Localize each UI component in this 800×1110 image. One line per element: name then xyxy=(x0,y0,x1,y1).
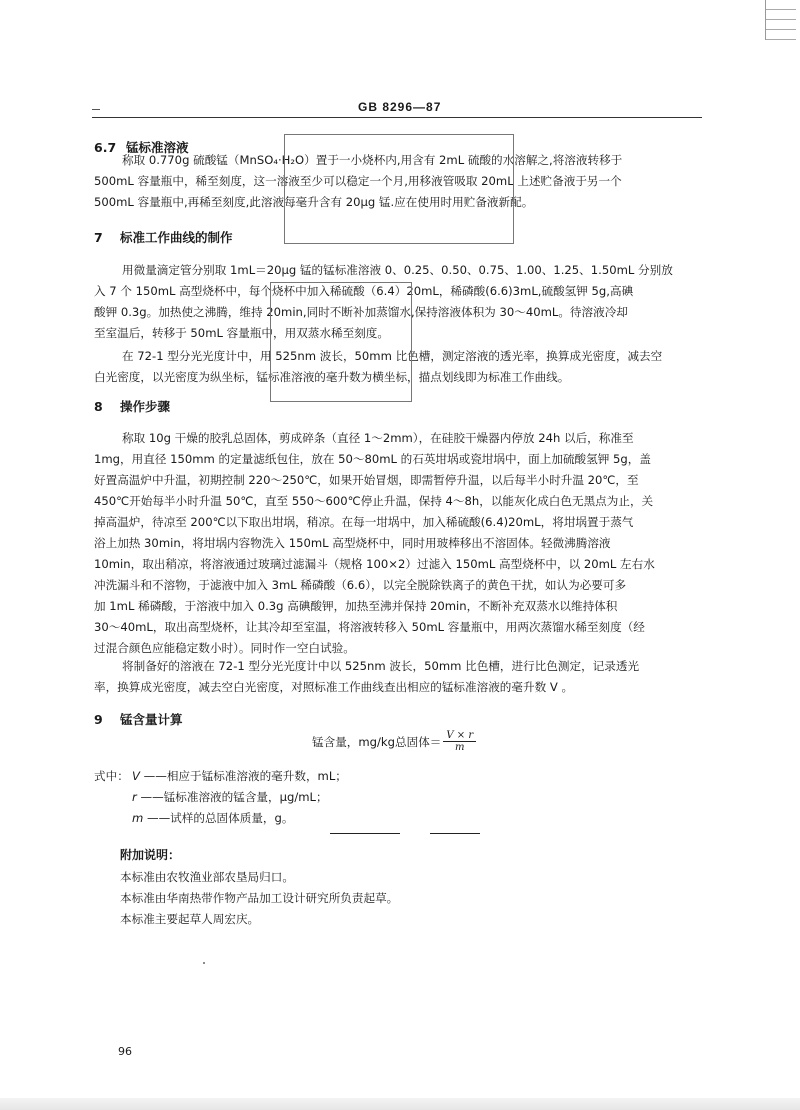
text-line: 将制备好的溶液在 72-1 型分光光度计中以 525nm 波长，50mm 比色槽，进行比色测定，记录透光 xyxy=(122,659,640,673)
section-8-para-1 xyxy=(94,428,706,659)
text-line: 过混合颜色应能稳定数小时）。同时作一空白试验。 xyxy=(94,641,355,655)
definition-text: ——锰标准溶液的锰含量，μg/mL； xyxy=(140,790,328,804)
text-line: 掉高温炉，待凉至 200℃以下取出坩埚，稍凉。在每一坩埚中，加入稀硫酸(6.4)20mL，将坩埚置于蒸气 xyxy=(94,515,634,529)
formula-lhs: 锰含量，mg/kg总固体＝ xyxy=(312,734,442,749)
text-line: 10min，取出稍凉，将溶液通过玻璃过滤漏斗（规格 100×2）过滤入 150mL 高型烧杯中，以 20mL 左右水 xyxy=(94,557,655,571)
section-8-para-2 xyxy=(94,656,706,698)
symbol: V xyxy=(132,769,140,783)
end-rule-right xyxy=(430,833,480,834)
section-9-heading xyxy=(94,710,183,728)
section-number: 6.7 xyxy=(94,140,117,155)
text-line: 500mL 容量瓶中,再稀至刻度,此溶液每毫升含有 20μg 锰.应在使用时用贮备液新配。 xyxy=(94,195,534,209)
section-8-heading xyxy=(94,397,170,415)
overlay-box xyxy=(270,282,412,402)
text-line: 1mg，用直径 150mm 的定量滤纸包住，放在 50～80mL 的石英坩埚或瓷坩埚中，面上加硫酸氢钾 5g，盖 xyxy=(94,452,651,466)
text-line: 率，换算成光密度，减去空白光密度，对照标准工作曲线查出相应的锰标准溶液的毫升数 V 。 xyxy=(94,680,574,694)
note-line: 本标准由农牧渔业部农垦局归口。 xyxy=(120,870,294,884)
additional-notes-title: 附加说明： xyxy=(120,848,181,862)
definition-text: ——试样的总固体质量，g。 xyxy=(146,811,294,825)
text-line: 500mL 容量瓶中，稀至刻度，这一溶液至少可以稳定一个月,用移液管吸取 20mL 上述贮备液于另一个 xyxy=(94,174,622,188)
formula-denominator: m xyxy=(455,742,465,753)
text-line: 好置高温炉中升温，初期控制 220～250℃，如果开始冒烟，即需暂停升温，以后每半小时升温 20℃，至 xyxy=(94,473,639,487)
text-line: 白光密度，以光密度为纵坐标，锰标准溶液的毫升数为横坐标，描点划线即为标准工作曲线。 xyxy=(94,370,570,384)
text-line: 450℃开始每半小时升温 50℃，直至 550～600℃停止升温，保持 4～8h，以能灰化成白色无黑点为止，关 xyxy=(94,494,654,508)
definition-text: ——相应于锰标准溶液的毫升数，mL； xyxy=(143,769,347,783)
standard-header: GB 8296—87 xyxy=(358,100,442,114)
definition-v xyxy=(132,768,347,784)
text-line: 入 7 个 150mL 高型烧杯中，每个烧杯中加入稀硫酸（6.4）20mL，稀磷酸(6.6)3mL,硫酸氢钾 5g,高碘 xyxy=(94,284,634,298)
manganese-formula xyxy=(312,730,476,753)
section-title: 锰标准溶液 xyxy=(126,140,189,155)
text-line: 在 72-1 型分光光度计中，用 525nm 波长，50mm 比色槽，测定溶液的透光率，换算成光密度，减去空 xyxy=(122,349,663,363)
scan-speck xyxy=(203,962,205,964)
text-line: 冲洗漏斗和不溶物，于滤液中加入 3mL 稀磷酸（6.6），以完全脱除铁离子的黄色干扰，如认为必要可多 xyxy=(94,578,627,592)
symbol: m xyxy=(132,811,144,825)
overlay-box xyxy=(284,134,514,244)
end-rule-left xyxy=(330,833,400,834)
text-line: 浴上加热 30min，将坩埚内容物洗入 150mL 高型烧杯中，同时用玻棒移出不溶固体。轻微沸腾溶液 xyxy=(94,536,611,550)
footer-strip xyxy=(0,1098,800,1110)
section-7-heading xyxy=(94,228,233,246)
section-title: 标准工作曲线的制作 xyxy=(120,230,233,245)
text-line: 称取 10g 干燥的胶乳总固体，剪成碎条（直径 1～2mm），在硅胶干燥器内停放 24h 以后，称准至 xyxy=(122,431,634,445)
formula-numerator: V × r xyxy=(443,730,476,742)
symbol: r xyxy=(132,790,137,804)
text-line: 称取 0.770g 硫酸锰（MnSO₄·H₂O）置于一小烧杯内,用含有 2mL 硫酸的水溶解之,将溶液转移于 xyxy=(122,153,623,167)
definition-r xyxy=(132,789,328,805)
text-line: 30～40mL，取出高型烧杯，让其冷却至室温，将溶液转移入 50mL 容量瓶中，用两次蒸馏水稀至刻度（经 xyxy=(94,620,645,634)
section-number: 7 xyxy=(94,230,103,245)
section-number: 8 xyxy=(94,399,103,414)
section-title: 锰含量计算 xyxy=(120,712,183,727)
text-line: 酸钾 0.3g。加热使之沸腾，维持 20min,同时不断补加蒸馏水,保持溶液体积为 30～40mL。待溶液冷却 xyxy=(94,305,628,319)
section-title: 操作步骤 xyxy=(120,399,171,414)
where-label: 式中： xyxy=(94,769,129,783)
section-number: 9 xyxy=(94,712,103,727)
text-line: 用微量滴定管分别取 1mL＝20μg 锰的锰标准溶液 0、0.25、0.50、0.75、1.00、1.25、1.50mL 分别放 xyxy=(122,263,673,277)
note-line: 本标准主要起草人周宏庆。 xyxy=(120,912,260,926)
definition-m xyxy=(132,810,293,826)
note-line: 本标准由华南热带作物产品加工设计研究所负责起草。 xyxy=(120,891,399,905)
text-line: 至室温后，转移于 50mL 容量瓶中，用双蒸水稀至刻度。 xyxy=(94,326,389,340)
binder-strip xyxy=(765,0,796,40)
formula-fraction xyxy=(443,730,476,753)
text-line: 加 1mL 稀磷酸，于溶液中加入 0.3g 高碘酸钾，加热至沸并保持 20min，不断补充双蒸水以维持体积 xyxy=(94,599,618,613)
page-number: 96 xyxy=(118,1045,132,1058)
header-tick xyxy=(92,109,100,110)
header-rule xyxy=(92,117,702,118)
